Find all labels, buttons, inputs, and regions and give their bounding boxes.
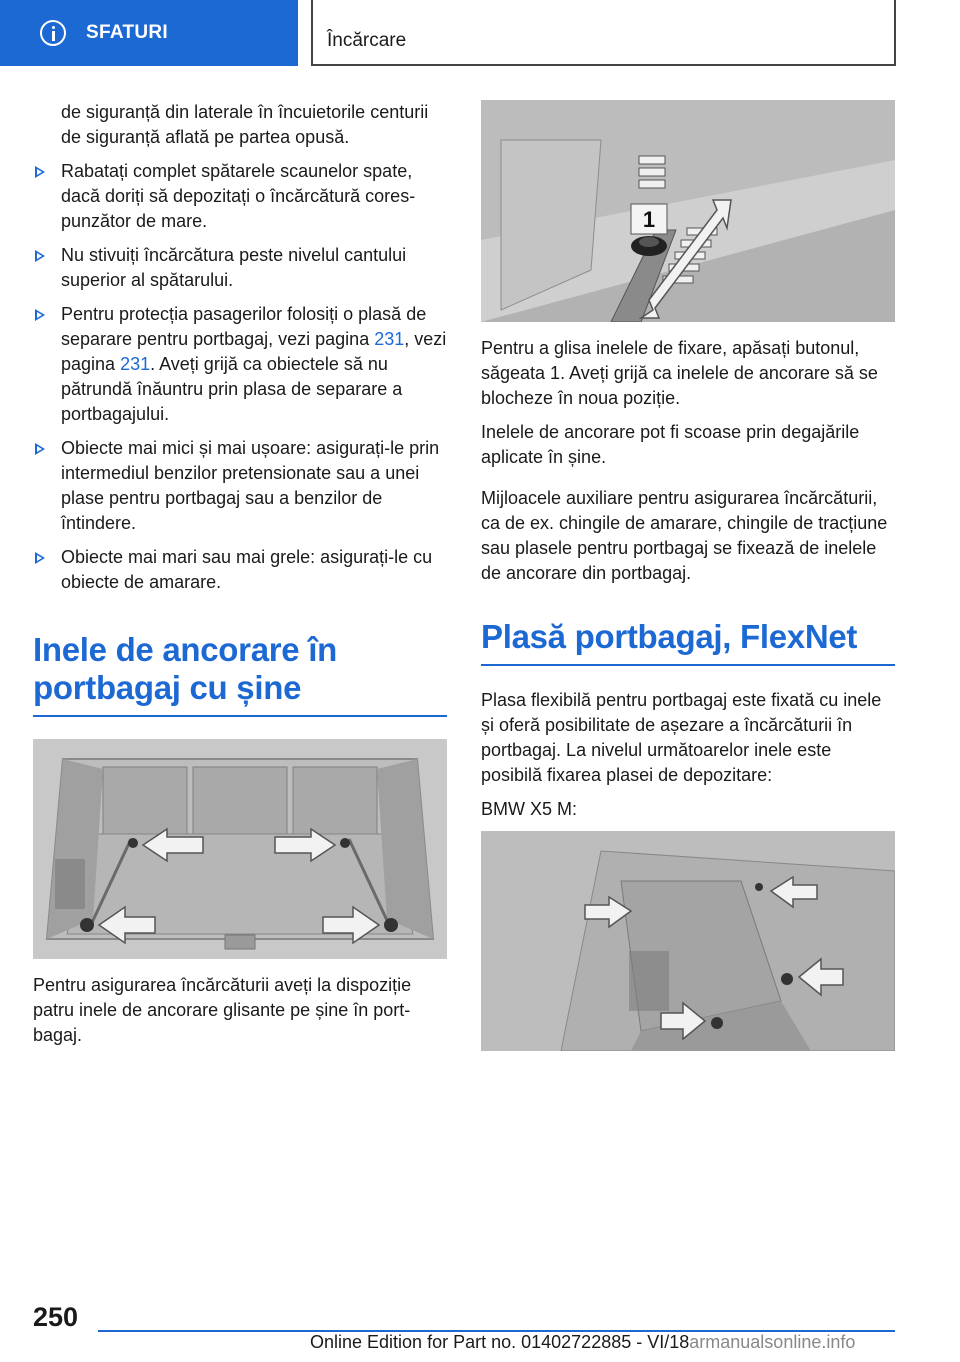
model-label: BMW X5 M: [481,799,578,819]
para-slide-rings: Pentru a glisa inelele de fixare, apăsați butonul, săgeata 1. Aveți grijă ca inelele de ancorare să se blocheze în noua poziție. [481,338,878,408]
bullet-item [33,302,447,427]
info-icon [40,20,66,46]
triangle-bullet-icon [35,166,45,178]
footer-edition-text: Online Edition for Part no. 01402722885 - VI/18 [310,1332,690,1352]
para-flexnet-description: Plasa flexibilă pentru portbagaj este fixată cu inele și oferă posibilitate de așezare a încărcăturii în portbagaj. La nivelul următoarelor inele este posibilă fixarea plasei de depozitare: [481,690,882,785]
bullet-text: Obiecte mai mici și mai ușoare: asigurați-le prin intermediul benzilor pretensionate sau a unei plase pentru portbagaj sau a benzilor de întindere. [61,438,440,533]
para-remove-rings: Inelele de ancorare pot fi scoase prin degajările aplicate în șine. [481,422,860,467]
bullet-text: Obiecte mai mari sau mai grele: asigurați-le cu obiecte de amarare. [61,547,433,592]
figure-rail-button [481,100,895,322]
flexnet-illustration [481,831,895,1051]
para-auxiliary-means: Mijloacele auxiliare pentru asigurarea încărcăturii, ca de ex. chingile de amarare, chingile de tracțiune sau plasele pentru portbagaj se fixează de inelele de ancorare din portbagaj. [481,488,888,583]
heading-flexnet: Plasă portbagaj, FlexNet [481,618,895,666]
footer-watermark: armanualsonline.info [689,1332,856,1352]
bullet-text: . Aveți grijă ca obiectele să nu pătrundă înăuntru prin plasa de separare a portbagajului. [61,354,403,424]
intro-continuation: de siguranță din laterale în încuietorile centurii de siguranță aflată pe partea opusă. [61,102,429,147]
bullet-text: Nu stivuiți încărcătura peste nivelul cantului superior al spătarului. [61,245,407,290]
page-section-title: Încărcare [327,30,407,51]
figure-label: 1 [642,207,656,232]
bullet-text: Pentru protecția pasagerilor folosiți o plasă de separare pentru portbagaj, vezi pagina [61,304,427,349]
triangle-bullet-icon [35,309,45,321]
figure-trunk-anchor-rings [33,739,447,959]
bullet-item [33,436,447,536]
page-link-231[interactable]: 231 [120,354,151,374]
right-column [481,100,895,1051]
heading-anchor-rings: Inele de ancorare în portbagaj cu șine [33,631,447,717]
triangle-bullet-icon [35,552,45,564]
trunk-illustration [33,739,447,959]
triangle-bullet-icon [35,443,45,455]
figure-flexnet-x5m [481,831,895,1051]
bullet-text: , vezi pagina [61,329,447,374]
rail-illustration [481,100,895,322]
figure-caption: Pentru asigurarea încărcăturii aveți la dispoziție patru inele de ancorare glisante pe șine în portbagaj. [33,975,412,1045]
triangle-bullet-icon [35,250,45,262]
page-number: 250 [33,1302,79,1332]
bullet-item [33,159,447,234]
left-column [33,100,447,1057]
header-title-box [311,0,896,66]
page-link-231[interactable]: 231 [374,329,405,349]
footer-edition [310,1332,855,1353]
section-tab-label: SFATURI [86,22,168,43]
bullet-item [33,243,447,293]
section-tab [0,0,298,66]
bullet-item [33,545,447,595]
bullet-text: Rabatați complet spătarele scaunelor spate, dacă doriți să depozitați o încărcătură corespunzător de mare. [61,161,416,231]
